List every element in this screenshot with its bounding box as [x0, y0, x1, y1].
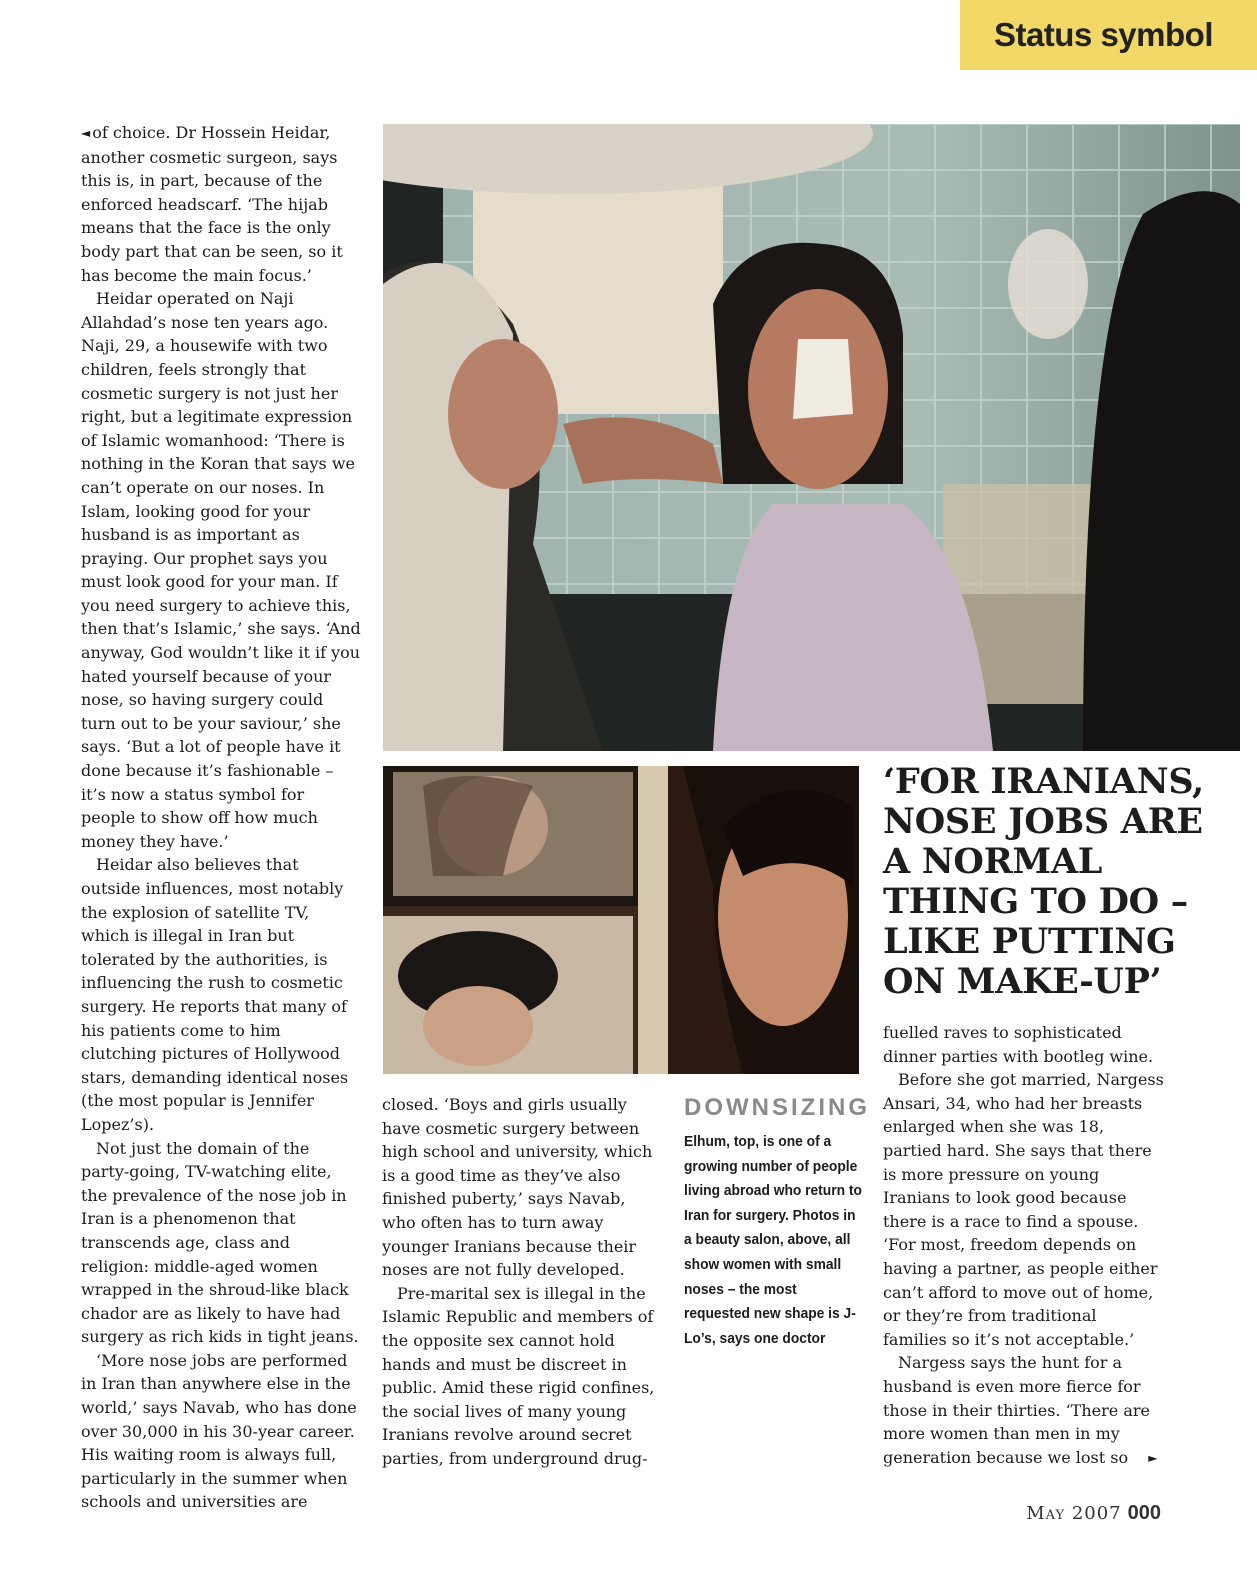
paragraph-text: Nargess says the hunt for a husband is even more fierce for those in their thirties. ‘There are more women than men in my generation because we lost so [883, 1353, 1150, 1467]
paragraph: closed. ‘Boys and girls usually have cosmetic surgery between high school and university, which is a good time as they’ve also finished puberty,’ says Navab, who often has to turn away younger Iranians because their noses are not fully developed. [382, 1095, 653, 1280]
photo-caption [684, 1094, 870, 1351]
continues-arrow-icon: ► [1148, 1450, 1158, 1465]
article-column-2 [382, 1093, 664, 1471]
paragraph: fuelled raves to sophisticated dinner parties with bootleg wine. [883, 1023, 1154, 1066]
article-column-3 [883, 1021, 1165, 1470]
caption-heading: DOWNSIZING [684, 1094, 870, 1121]
page-number: 000 [1127, 1502, 1161, 1524]
section-tab [960, 0, 1257, 70]
paragraph [883, 1351, 1165, 1470]
main-photo-post-surgery-patient [383, 124, 1240, 751]
paragraph: Heidar also believes that outside influences, most notably the explosion of satellite TV, which is illegal in Iran but tolerated by the authorities, is influencing the rush to cosmetic surgery. He reports that many of his patients come to him clutching pictures of Hollywood stars, demanding identical noses (the most popular is Jennifer Lopez’s). [81, 855, 349, 1134]
page-folio [1026, 1502, 1161, 1525]
paragraph-text: of choice. Dr Hossein Heidar, another cosmetic surgeon, says this is, in part, because of the enforced headscarf. ‘The hijab means that the face is the only body part that can be seen, so it has become the main focus.’ [81, 123, 343, 285]
continued-from-arrow-icon: ◄ [81, 126, 91, 140]
main-photo-illustration [383, 124, 1240, 751]
paragraph: Before she got married, Nargess Ansari, 34, who had her breasts enlarged when she was 18, partied hard. She says that there is more pressure on young Iranians to look good because there is a race to find a spouse. ‘For most, freedom depends on having a partner, as people either can’t afford to move out of home, or they’re from traditional families so it’s not acceptable.’ [883, 1070, 1164, 1349]
article-column-1 [81, 121, 361, 1514]
beauty-salon-photo [383, 766, 859, 1074]
paragraph: ‘More nose jobs are performed in Iran than anywhere else in the world,’ says Navab, who has done over 30,000 in his 30-year career. His waiting room is always full, particularly in the summer when schools and universities are [81, 1350, 357, 1512]
caption-text: Elhum, top, is one of a growing number of people living abroad who return to Iran for surgery. Photos in a beauty salon, above, all show women with small noses – the most requested new shape is J-Lo’s, says one doctor [684, 1133, 862, 1347]
salon-photo-illustration [383, 766, 859, 1074]
paragraph: Pre-marital sex is illegal in the Islamic Republic and members of the opposite sex cannot hold hands and must be discreet in public. Amid these rigid confines, the social lives of many young Iranians revolve around secret parties, from underground drug- [382, 1283, 655, 1468]
paragraph: Heidar operated on Naji Allahdad’s nose ten years ago. Naji, 29, a housewife with two children, feels strongly that cosmetic surgery is not just her right, but a legitimate expression of Islamic womanhood: ‘There is nothing in the Koran that says we can’t operate on our noses. In Islam, looking good for your husband is as important as praying. Our prophet says you must look good for your man. If you need surgery to achieve this, then that’s Islamic,’ she says. ‘And anyway, God wouldn’t like it if you hated yourself because of your nose, so having surgery could turn out to be your saviour,’ she says. ‘But a lot of people have it done because it’s fashionable – it’s now a status symbol for people to show off how much money they have.’ [81, 289, 361, 851]
pull-quote: ‘FOR IRANIANS, NOSE JOBS ARE A NORMAL THING TO DO – LIKE PUTTING ON MAKE-UP’ [883, 761, 1204, 1002]
section-tab-label: Status symbol [993, 16, 1213, 53]
paragraph [81, 121, 361, 287]
issue-date: May 2007 [1026, 1503, 1122, 1524]
paragraph: Not just the domain of the party-going, TV-watching elite, the prevalence of the nose job in Iran is a phenomenon that transcends age, class and religion: middle-aged women wrapped in the shroud-like black chador are as likely to have had surgery as rich kids in tight jeans. [81, 1138, 359, 1347]
